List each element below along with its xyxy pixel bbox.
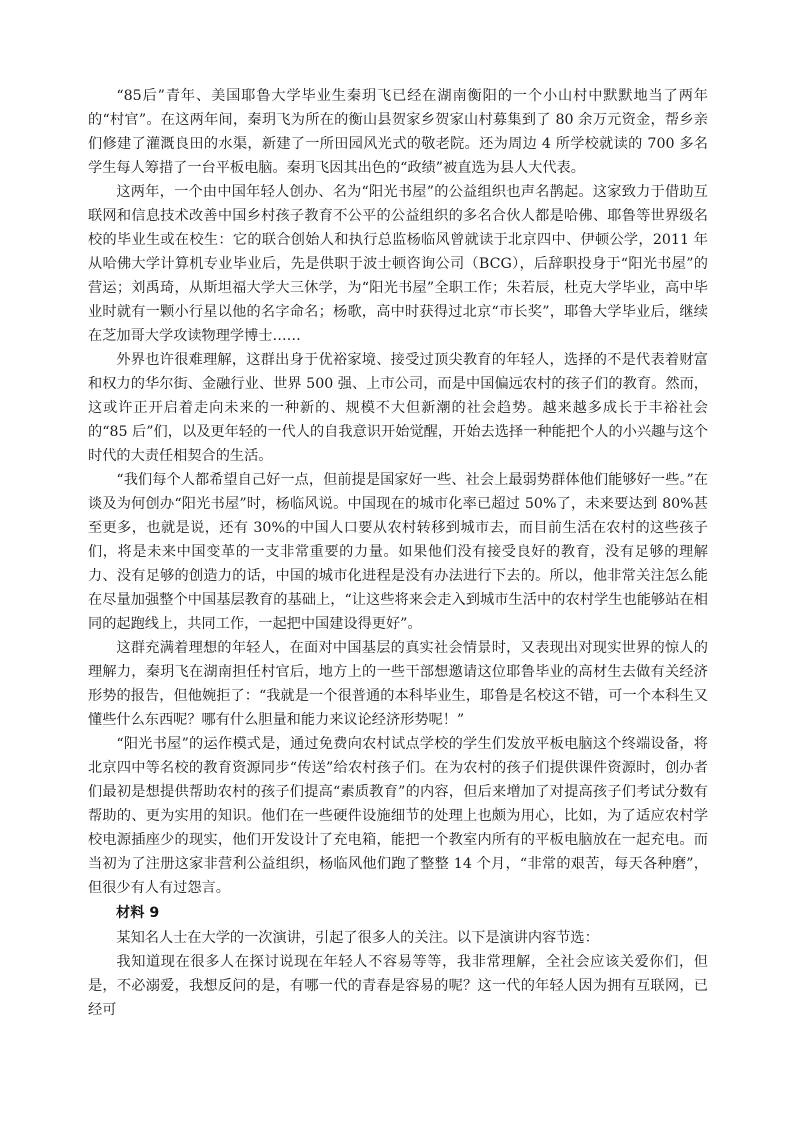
document-body — [88, 84, 708, 1022]
section-heading: 材料 9 — [116, 905, 160, 921]
paragraph: “阳光书屋”的运作模式是，通过免费向农村试点学校的学生们发放平板电脑这个终端设备，将北京四中等名校的教育资源同步“传送”给农村孩子们。在为农村的孩子们提供课件资源时，创办者们最初是想提供帮助农村的孩子们提高“素质教育”的内容，但后来增加了对提高孩子们考试分数有帮助的、更为实用的知识。他们在一些硬件设施细节的处理上也颇为用心，比如，为了适应农村学校电源插座少的现实，他们开发设计了充电箱，能把一个教室内所有的平板电脑放在一起充电。而当初为了注册这家非营利公益组织，杨临风他们跑了整整 14 个月，“非常的艰苦，每天各种磨”，但很少有人有过怨言。 — [88, 736, 708, 896]
paragraph: 我知道现在很多人在探讨说现在年轻人不容易等等，我非常理解，全社会应该关爱你们，但是，不必溺爱，我想反问的是，有哪一代的青春是容易的呢？这一代的年轻人因为拥有互联网，已经可 — [88, 954, 708, 1018]
paragraph: “我们每个人都希望自己好一点，但前提是国家好一些、社会上最弱势群体他们能够好一些。”在谈及为何创办“阳光书屋”时，杨临风说。中国现在的城市化率已超过 50%了，未来要达到 80%甚至更多，也就是说，还有 30%的中国人口要从农村转移到城市去，而目前生活在农村的这些孩子们，将是未来中国变革的一支非常重要的力量。如果他们没有接受良好的教育，没有足够的理解力、没有足够的创造力的话，中国的城市化进程是没有办法进行下去的。所以，他非常关注怎么能在尽量加强整个中国基层教育的基础上，“让这些将来会走入到城市生活中的农村学生也能够站在相同的起跑线上，共同工作，一起把中国建设得更好”。 — [88, 472, 708, 632]
paragraph: 某知名人士在大学的一次演讲，引起了很多人的关注。以下是演讲内容节选： — [116, 930, 599, 946]
paragraph: 这群充满着理想的年轻人，在面对中国基层的真实社会情景时，又表现出对现实世界的惊人的理解力，秦玥飞在湖南担任村官后，地方上的一些干部想邀请这位耶鲁毕业的高材生去做有关经济形势的报告，但他婉拒了：“我就是一个很普通的本科毕业生，耶鲁是名校这不错，可一个本科生又懂些什么东西呢？哪有什么胆量和能力来议论经济形势呢！” — [88, 640, 708, 728]
paragraph: “85后”青年、美国耶鲁大学毕业生秦玥飞已经在湖南衡阳的一个小山村中默默地当了两年的“村官”。在这两年间，秦玥飞为所在的衡山县贺家乡贺家山村募集到了 80 余万元资金，帮乡亲们修建了灌溉良田的水渠，新建了一所田园风光式的敬老院。还为周边 4 所学校就读的 700 多名学生每人筹措了一台平板电脑。秦玥飞因其出色的“政绩”被直选为县人大代表。 — [88, 88, 708, 176]
paragraph: 这两年，一个由中国年轻人创办、名为“阳光书屋”的公益组织也声名鹊起。这家致力于借助互联网和信息技术改善中国乡村孩子教育不公平的公益组织的多名合伙人都是哈佛、耶鲁等世界级名校的毕业生或在校生：它的联合创始人和执行总监杨临风曾就读于北京四中、伊顿公学，2011 年从哈佛大学计算机专业毕业后，先是供职于波士顿咨询公司（BCG），后辞职投身于“阳光书屋”的营运；刘禹琦，从斯坦福大学大三休学，为“阳光书屋”全职工作；朱若辰，杜克大学毕业，高中毕业时就有一颗小行星以他的名字命名；杨歌，高中时获得过北京“市长奖”，耶鲁大学毕业后，继续在芝加哥大学攻读物理学博士…… — [88, 184, 708, 344]
paragraph: 外界也许很难理解，这群出身于优裕家境、接受过顶尖教育的年轻人，选择的不是代表着财富和权力的华尔街、金融行业、世界 500 强、上市公司，而是中国偏远农村的孩子们的教育。然而，这或许正开启着走向未来的一种新的、规模不大但新潮的社会趋势。越来越多成长于丰裕社会的“85 后”们，以及更年轻的一代人的自我意识开始觉醒，开始去选择一种能把个人的小兴趣与这个时代的大责任相契合的生活。 — [88, 352, 708, 464]
